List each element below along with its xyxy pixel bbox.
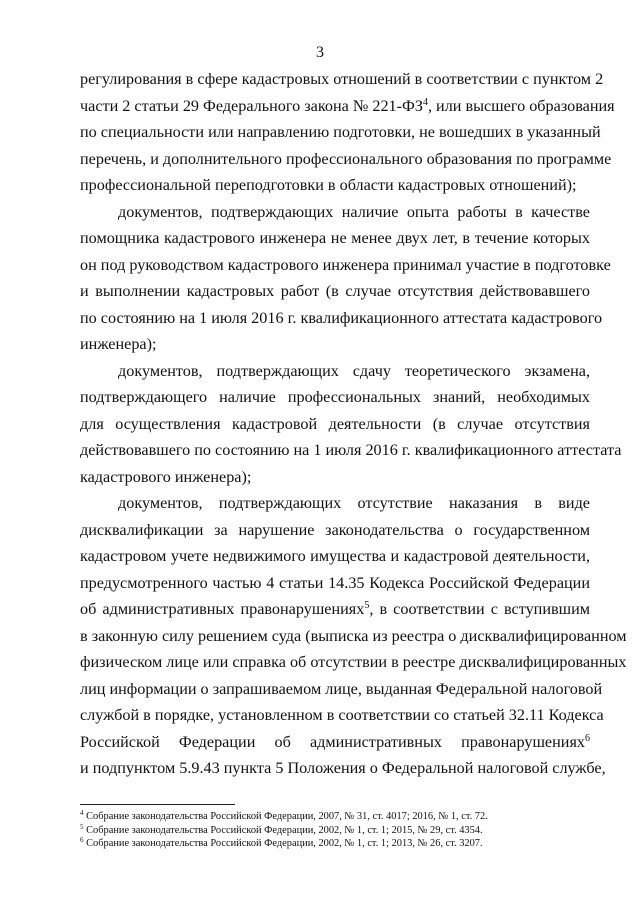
text-line: документов, подтверждающих отсутствие наказания в виде bbox=[118, 494, 590, 512]
text-line: перечень, и дополнительного профессионального образования по программе bbox=[80, 149, 612, 168]
text-line: лиц информации о запрашиваемом лице, выданная Федеральной налоговой bbox=[80, 679, 603, 698]
footnote-divider bbox=[80, 804, 235, 805]
page-number: 3 bbox=[316, 44, 324, 61]
text-line: он под руководством кадастрового инженера принимал участие в подготовке bbox=[80, 255, 611, 274]
footnote-item bbox=[80, 810, 590, 824]
body-text bbox=[80, 66, 627, 782]
text-line: и подпунктом 5.9.43 пункта 5 Положения о Федеральной налоговой службе, bbox=[80, 759, 606, 777]
text-line: действовавшего по состоянию на 1 июля 2016 г. квалификационного аттестата bbox=[80, 441, 622, 459]
paragraph bbox=[80, 358, 622, 491]
paragraph bbox=[80, 66, 615, 199]
footnotes bbox=[80, 810, 590, 851]
text-line: документов, подтверждающих наличие опыта работы в качестве bbox=[118, 202, 590, 221]
line-text: Российской Федерации об административных правонарушениях bbox=[80, 732, 585, 751]
text-line: по состоянию на 1 июля 2016 г. квалификационного аттестата кадастрового bbox=[80, 308, 603, 327]
paragraph bbox=[80, 490, 627, 782]
line-text: части 2 статьи 29 Федерального закона № 221-ФЗ bbox=[80, 96, 423, 115]
text-line: и выполнении кадастровых работ (в случае отсутствия действовавшего bbox=[80, 282, 590, 300]
text-line: для осуществления кадастровой деятельности (в случае отсутствия bbox=[80, 414, 590, 433]
text-line: инженера); bbox=[80, 335, 157, 353]
text-line bbox=[80, 93, 615, 120]
footnote-item bbox=[80, 837, 590, 851]
line-text: об административных правонарушениях bbox=[80, 600, 365, 618]
line-text: , или высшего образования bbox=[427, 96, 615, 115]
text-line: по специальности или направлению подготовки, не вошедших в указанный bbox=[80, 123, 601, 141]
text-line bbox=[80, 596, 590, 623]
footnote-text: Собрание законодательства Российской Федерации, 2007, № 31, ст. 4017; 2016, № 1, ст. 72. bbox=[83, 811, 488, 822]
text-line: службой в порядке, установленном в соответствии со статьей 32.11 Кодекса bbox=[80, 706, 604, 724]
text-line: дисквалификации за нарушение законодательства о государственном bbox=[80, 520, 590, 539]
text-line: кадастровом учете недвижимого имущества и кадастровой деятельности, bbox=[80, 547, 590, 565]
footnote-text: Собрание законодательства Российской Федерации, 2002, № 1, ст. 1; 2013, № 26, ст. 3207. bbox=[83, 838, 483, 849]
footnote-ref: 6 bbox=[585, 732, 590, 744]
text-line: регулирования в сфере кадастровых отношений в соответствии с пунктом 2 bbox=[80, 70, 604, 88]
footnote-item bbox=[80, 824, 590, 838]
text-line: подтверждающего наличие профессиональных знаний, необходимых bbox=[80, 388, 590, 406]
text-line: документов, подтверждающих сдачу теоретического экзамена, bbox=[118, 361, 590, 380]
text-line: профессиональной переподготовки в области кадастровых отношений); bbox=[80, 176, 577, 194]
text-line: помощника кадастрового инженера не менее двух лет, в течение которых bbox=[80, 229, 590, 247]
text-line: физическом лице или справка об отсутствии в реестре дисквалифицированных bbox=[80, 653, 627, 671]
line-text: , в соответствии с вступившим bbox=[369, 600, 590, 618]
footnote-number: 5 bbox=[80, 822, 84, 831]
text-line: в законную силу решением суда (выписка из реестра о дисквалифицированном bbox=[80, 626, 627, 645]
footnote-number: 6 bbox=[80, 836, 84, 844]
footnote-text: Собрание законодательства Российской Федерации, 2002, № 1, ст. 1; 2015, № 29, ст. 4354. bbox=[83, 824, 483, 836]
text-line: кадастрового инженера); bbox=[80, 467, 252, 486]
footnote-number: 4 bbox=[80, 809, 84, 817]
footnote-ref: 4 bbox=[422, 96, 428, 108]
text-line bbox=[80, 729, 590, 756]
text-line: предусмотренного частью 4 статьи 14.35 Кодекса Российской Федерации bbox=[80, 573, 590, 592]
paragraph bbox=[80, 199, 611, 358]
footnote-ref: 5 bbox=[364, 600, 370, 611]
